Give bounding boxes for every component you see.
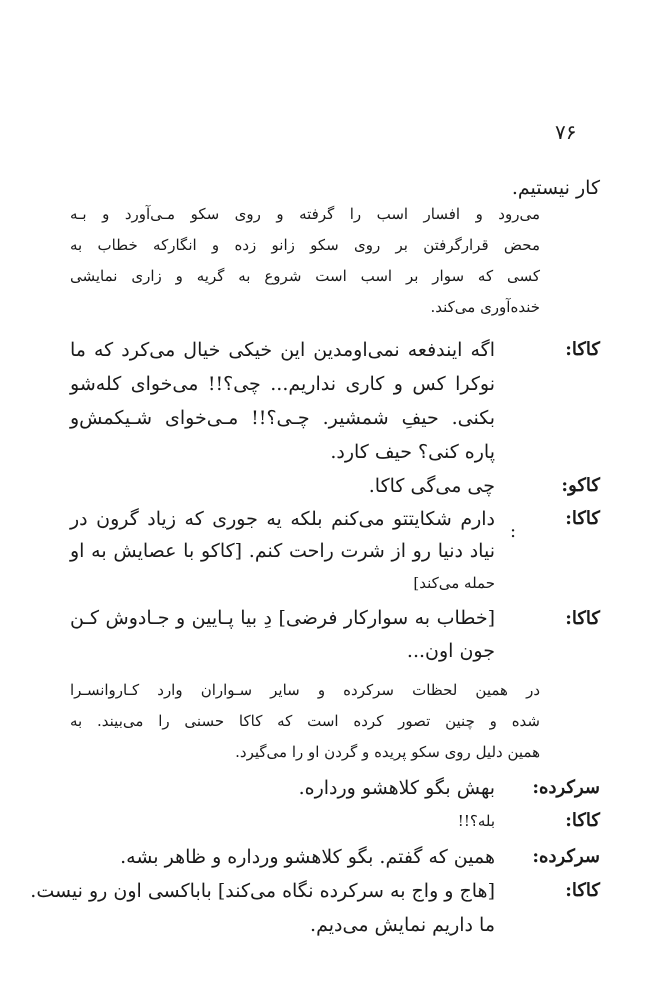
dialogue-text bbox=[70, 333, 495, 469]
speaker-name: کاکا: bbox=[565, 339, 600, 360]
dialogue-line: بله؟!! bbox=[457, 812, 495, 830]
speaker-name: کاکا: bbox=[565, 810, 600, 831]
direction-line: خنده‌آوری می‌کند. bbox=[430, 298, 540, 316]
dialogue-text bbox=[70, 503, 495, 599]
dialogue-entry bbox=[70, 602, 600, 668]
direction-line: همین دلیل روی سکو پریده و گردن او را می‌گیرد. bbox=[235, 743, 540, 761]
direction-line: شده و چنین تصور کرده است که کاکا حسنی را می‌بیند. به bbox=[70, 712, 540, 730]
dialogue-text bbox=[70, 840, 495, 874]
direction-line: در همین لحظات سرکرده و سایر سـواران وارد کـاروانسـرا bbox=[70, 681, 540, 699]
text-line: کار نیستیم. bbox=[511, 177, 600, 199]
stage-direction bbox=[70, 199, 540, 323]
speaker-name: کاکا: bbox=[565, 608, 600, 629]
dialogue-entry bbox=[70, 772, 600, 804]
dialogue-line: ما داریم نمایش می‌دیم. bbox=[310, 914, 495, 936]
dialogue-line: [هاج و واج به سرکرده نگاه می‌کند] باباکسی اون رو نیست. bbox=[30, 880, 495, 902]
speaker-name: سرکرده: bbox=[532, 846, 600, 867]
direction-line: می‌رود و افسار اسب را گرفته و روی سکو مـی‌آورد و بـه bbox=[70, 205, 540, 223]
dialogue-line: [خطاب به سوارکار فرضی] دِ بیا پـایین و جـادوش کـن bbox=[70, 607, 495, 629]
dialogue-entry bbox=[70, 805, 600, 837]
speaker-name: کاکو: bbox=[561, 475, 600, 496]
page-number: ۷۶ bbox=[555, 120, 577, 144]
dialogue-entry bbox=[30, 874, 600, 942]
dialogue-entry bbox=[70, 470, 600, 502]
speaker-name: سرکرده: bbox=[532, 777, 600, 798]
dialogue-line: بهش بگو کلاهشو ورداره. bbox=[298, 777, 495, 799]
dialogue-line: پاره کنی؟ حیف کارد. bbox=[330, 441, 495, 463]
speaker-name: کاکا: bbox=[565, 880, 600, 901]
direction-line: کسی که سوار بر اسب است شروع به گریه و زاری نمایشی bbox=[70, 267, 540, 285]
dialogue-line: جون اون... bbox=[406, 640, 495, 662]
dialogue-line: همین که گفتم. بگو کلاهشو ورداره و ظاهر بشه. bbox=[120, 846, 495, 868]
dialogue-text bbox=[70, 772, 495, 804]
dialogue-line: حمله می‌کند] bbox=[413, 574, 495, 592]
dialogue-line: نوکرا کس و کاری نداریم... چی؟!! می‌خوای کله‌شو bbox=[70, 373, 495, 395]
dialogue-text bbox=[70, 602, 495, 668]
dialogue-line: نیاد دنیا رو از شرت راحت کنم. [کاکو با عصایش به او bbox=[70, 540, 495, 562]
dialogue-text bbox=[70, 805, 495, 837]
dialogue-entry bbox=[70, 840, 600, 874]
dialogue-text bbox=[70, 470, 495, 502]
dialogue-line: اگه ایندفعه نمی‌اومدین این خیکی خیال می‌کرد که ما bbox=[70, 339, 495, 361]
stage-direction bbox=[70, 675, 540, 768]
dialogue-entry bbox=[70, 333, 600, 469]
direction-line: محض قرارگرفتن بر روی سکو زانو زده و انگارکه خطاب به bbox=[70, 236, 540, 254]
dialogue-text bbox=[30, 874, 495, 942]
dialogue-line: بکنی. حیفِ شمشیر. چـی؟!! مـی‌خوای شـیکمش‌و bbox=[70, 407, 495, 429]
dialogue-entry bbox=[70, 503, 600, 599]
dialogue-line: دارم شکایتتو می‌کنم بلکه یه جوری که زیاد گرون در bbox=[70, 508, 495, 530]
stray-mark: : bbox=[510, 521, 517, 542]
speaker-name: کاکا: bbox=[565, 508, 600, 529]
dialogue-line: چی می‌گی کاکا. bbox=[368, 475, 495, 497]
